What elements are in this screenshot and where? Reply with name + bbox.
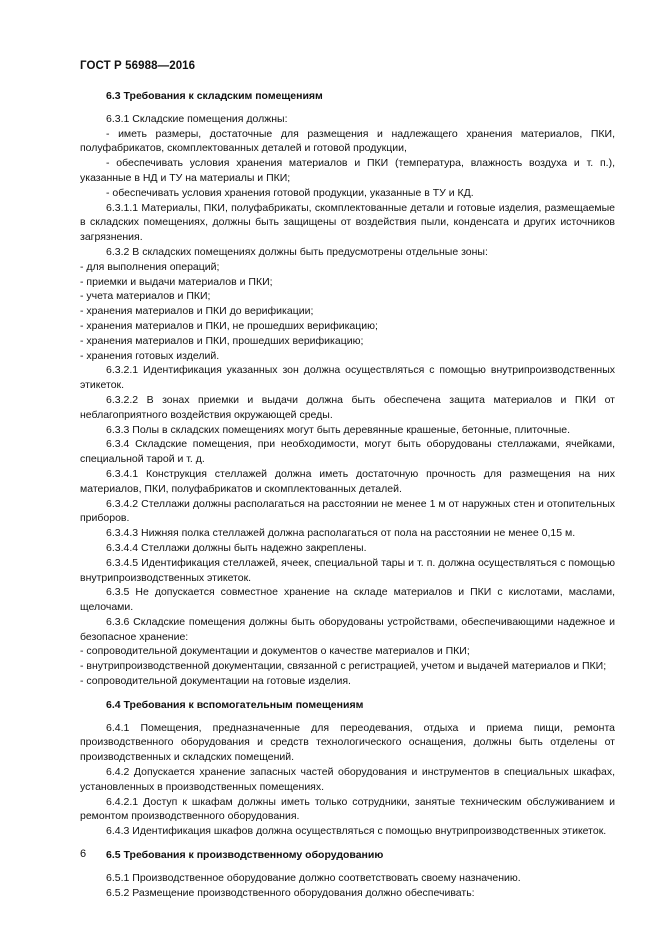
- list-item: - хранения материалов и ПКИ до верификации;: [80, 305, 314, 318]
- paragraph: 6.5.1 Производственное оборудование должно соответствовать своему назначению.: [106, 871, 521, 884]
- list-item: - учета материалов и ПКИ;: [80, 290, 211, 303]
- paragraph: 6.3.1.1 Материалы, ПКИ, полуфабрикаты, скомплектованные детали и готовые изделия, размещаемые в складских помещениях, должны быть защищены от воздействия пыли, конденсата и других источников загрязнения.: [80, 201, 615, 244]
- paragraph: 6.3.4.3 Нижняя полка стеллажей должна располагаться от пола на расстоянии не менее 0,15 м.: [106, 527, 576, 540]
- paragraph: 6.4.3 Идентификация шкафов должна осуществляться с помощью внутрипроизводственных этикеток.: [106, 825, 607, 838]
- list-item: - внутрипроизводственной документации, связанной с регистрацией, учетом и выдачей материалов и ПКИ;: [80, 660, 607, 673]
- list-item: - иметь размеры, достаточные для размещения и надлежащего хранения материалов, ПКИ, полуфабрикатов, скомплектованных деталей и готовой продукции,: [80, 127, 615, 155]
- list-item: - хранения материалов и ПКИ, не прошедших верификацию;: [80, 319, 378, 332]
- paragraph: 6.3.2.1 Идентификация указанных зон должна осуществляться с помощью внутрипроизводственных этикеток.: [80, 364, 615, 392]
- paragraph: 6.3.4.5 Идентификация стеллажей, ячеек, специальной тары и т. п. должна осуществляться с помощью внутрипроизводственных этикеток.: [80, 556, 615, 584]
- document-body: [80, 89, 615, 900]
- list-item: - для выполнения операций;: [80, 260, 220, 273]
- paragraph: 6.3.4.2 Стеллажи должны располагаться на расстоянии не менее 1 м от наружных стен и отопительных приборов.: [80, 497, 615, 525]
- list-item: - приемки и выдачи материалов и ПКИ;: [80, 275, 273, 288]
- list-item: - обеспечивать условия хранения готовой продукции, указанные в ТУ и КД.: [106, 186, 474, 199]
- list-item: - сопроводительной документации и документов о качестве материалов и ПКИ;: [80, 645, 470, 658]
- paragraph: 6.3.4 Складские помещения, при необходимости, могут быть оборудованы стеллажами, ячейками, специальной тарой и т. д.: [80, 438, 615, 466]
- list-item: - обеспечивать условия хранения материалов и ПКИ (температура, влажность воздуха и т. п.), указанные в НД и ТУ на материалы и ПКИ;: [80, 157, 615, 184]
- paragraph: 6.3.6 Складские помещения должны быть оборудованы устройствами, обеспечивающими надежное и безопасное хранение:: [80, 615, 615, 643]
- section-heading: 6.5 Требования к производственному оборудованию: [106, 849, 384, 862]
- paragraph: 6.3.3 Полы в складских помещениях могут быть деревянные крашеные, бетонные, плиточные.: [106, 423, 571, 436]
- page-number: 6: [80, 848, 87, 860]
- paragraph: 6.3.5 Не допускается совместное хранение на складе материалов и ПКИ с кислотами, маслами, щелочами.: [80, 586, 615, 614]
- paragraph: 6.3.4.1 Конструкция стеллажей должна иметь достаточную прочность для размещения на них материалов, ПКИ, полуфабрикатов и скомплектованных деталей.: [80, 467, 615, 495]
- paragraph: 6.4.2 Допускается хранение запасных частей оборудования и инструментов в специальных шкафах, установленных в производственных помещениях.: [80, 766, 615, 793]
- paragraph: 6.4.2.1 Доступ к шкафам должны иметь только сотрудники, занятые техническим обслуживанием и ремонтом производственного оборудования.: [80, 795, 615, 823]
- section-heading: 6.3 Требования к складским помещениям: [106, 90, 323, 102]
- paragraph: 6.3.4.4 Стеллажи должны быть надежно закреплены.: [106, 541, 367, 554]
- document-code-header: ГОСТ Р 56988—2016: [80, 60, 196, 72]
- paragraph: 6.3.2.2 В зонах приемки и выдачи должна быть обеспечена защита материалов и ПКИ от неблагоприятного воздействия окружающей среды.: [80, 393, 615, 421]
- paragraph: 6.5.2 Размещение производственного оборудования должно обеспечивать:: [106, 886, 475, 899]
- section-heading: 6.4 Требования к вспомогательным помещениям: [106, 698, 364, 711]
- paragraph: 6.3.2 В складских помещениях должны быть предусмотрены отдельные зоны:: [106, 245, 488, 258]
- paragraph: 6.3.1 Складские помещения должны:: [106, 112, 288, 125]
- list-item: - хранения материалов и ПКИ, прошедших верификацию;: [80, 334, 364, 347]
- list-item: - хранения готовых изделий.: [80, 349, 220, 362]
- list-item: - сопроводительной документации на готовые изделия.: [80, 675, 351, 688]
- paragraph: 6.4.1 Помещения, предназначенные для переодевания, отдыха и приема пищи, ремонта производственного оборудования и средств технологического оснащения, должны быть отделены от производственных и складских помещений.: [80, 721, 615, 764]
